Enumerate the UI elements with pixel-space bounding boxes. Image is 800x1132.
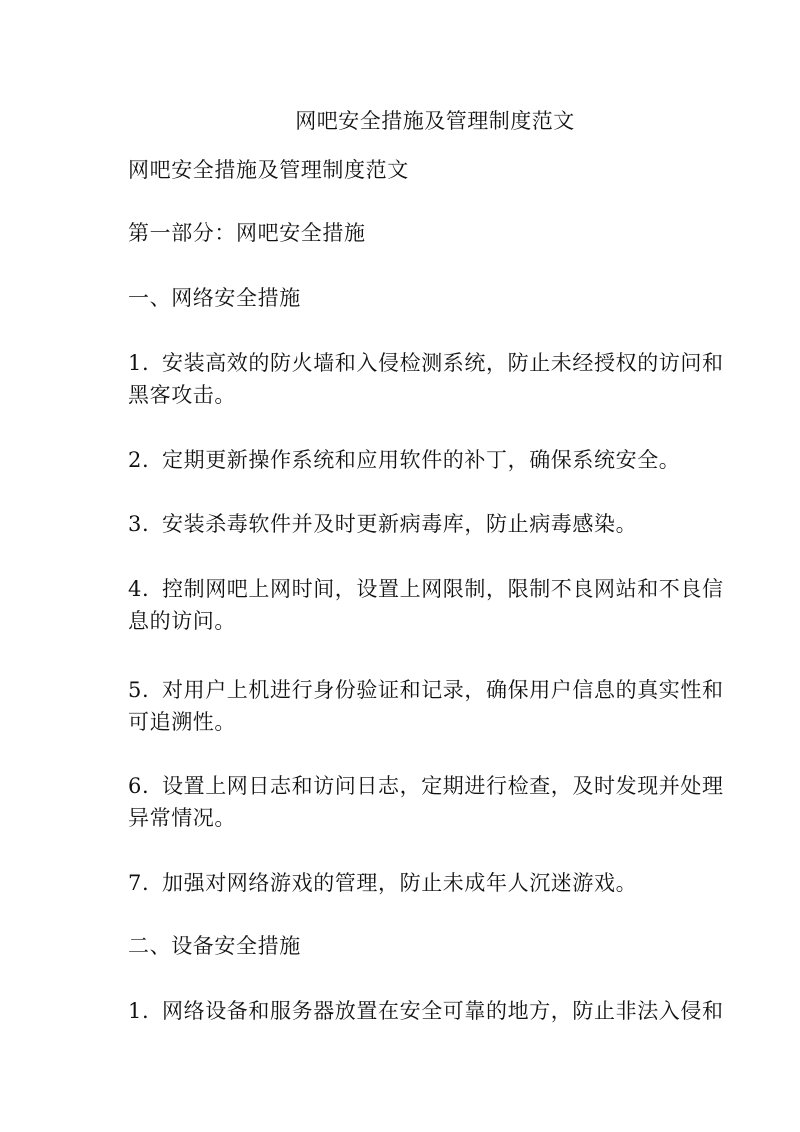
- item-text: 设置上网日志和访问日志，定期进行检查，及时发现并处理异常情况。: [128, 774, 724, 830]
- item-number: 6.: [128, 774, 150, 798]
- list-item: [128, 508, 742, 540]
- list-item: [128, 867, 742, 899]
- item-number: 5.: [128, 678, 150, 702]
- item-number: 1.: [128, 999, 150, 1023]
- item-text: 加强对网络游戏的管理，防止未成年人沉迷游戏。: [162, 871, 638, 895]
- list-item: [128, 770, 742, 834]
- section-heading-network: 一、网络安全措施: [128, 286, 301, 310]
- item-text: 对用户上机进行身份验证和记录，确保用户信息的真实性和可追溯性。: [128, 678, 724, 734]
- list-item: [128, 995, 742, 1027]
- item-text: 安装杀毒软件并及时更新病毒库，防止病毒感染。: [162, 512, 638, 536]
- list-item: [128, 347, 742, 411]
- item-text: 安装高效的防火墙和入侵检测系统，防止未经授权的访问和黑客攻击。: [128, 351, 724, 407]
- item-text: 定期更新操作系统和应用软件的补丁，确保系统安全。: [162, 448, 681, 472]
- item-number: 2.: [128, 448, 150, 472]
- document-title: 网吧安全措施及管理制度范文: [295, 109, 575, 133]
- list-item: [128, 573, 742, 637]
- item-number: 3.: [128, 512, 150, 536]
- list-item: [128, 444, 742, 476]
- item-number: 7.: [128, 871, 150, 895]
- item-text: 网络设备和服务器放置在安全可靠的地方，防止非法入侵和: [162, 999, 724, 1023]
- list-item: [128, 674, 742, 738]
- section-heading-device: 二、设备安全措施: [128, 934, 301, 958]
- item-number: 1.: [128, 351, 150, 375]
- document-subtitle: 网吧安全措施及管理制度范文: [128, 158, 409, 182]
- part-heading: 第一部分：网吧安全措施: [128, 221, 366, 245]
- item-number: 4.: [128, 577, 150, 601]
- item-text: 控制网吧上网时间，设置上网限制，限制不良网站和不良信息的访问。: [128, 577, 724, 633]
